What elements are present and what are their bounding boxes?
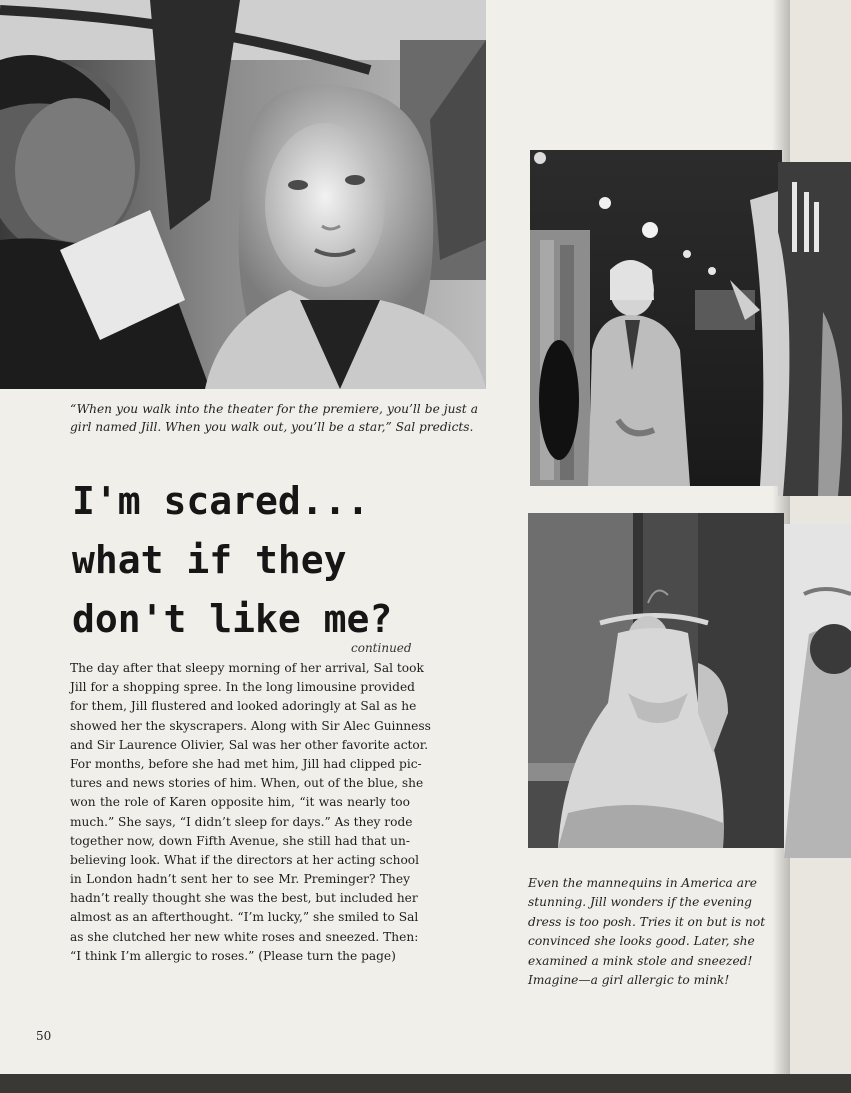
photo-limousine: [0, 0, 486, 389]
photo-caption-top: “When you walk into the theater for the premiere, you’ll be just a girl named Jill. When you walk out, you’ll be a star,” Sal predicts.: [70, 402, 478, 434]
caption-line: Imagine—a girl allergic to mink!: [528, 973, 730, 988]
caption-line: examined a mink stole and sneezed!: [528, 953, 753, 968]
adjacent-photo-top: [778, 162, 851, 496]
caption-line: convinced she looks good. Later, she: [528, 934, 755, 949]
caption-line: stunning. Jill wonders if the evening: [528, 895, 752, 910]
body-line: showed her the skyscrapers. Along with Sir Alec Guinness: [70, 718, 431, 733]
caption-line: dress is too posh. Tries it on but is not: [528, 914, 766, 929]
body-line: tures and news stories of him. When, out of the blue, she: [70, 776, 424, 791]
body-line: for them, Jill flustered and looked adoringly at Sal as he: [70, 699, 417, 714]
body-line: in London hadn’t sent her to see Mr. Preminger? They: [70, 872, 410, 887]
photo-caption-right: [528, 874, 766, 990]
headline-line-2: what if they: [72, 538, 347, 582]
headline-line-1: I'm scared...: [72, 479, 370, 523]
body-line: hadn’t really thought she was the best, but included her: [70, 891, 418, 906]
headline: [72, 472, 412, 649]
adjacent-photo-bottom: [784, 524, 851, 858]
page-number: 50: [36, 1029, 52, 1043]
body-line: “I think I’m allergic to roses.” (Please turn the page): [70, 948, 396, 963]
continued-label: continued: [351, 641, 412, 655]
body-line: almost as an afterthought. “I’m lucky,” she smiled to Sal: [70, 910, 419, 925]
body-line: won the role of Karen opposite him, “it was nearly too: [70, 795, 410, 810]
body-line: together now, down Fifth Avenue, she still had that un-: [70, 833, 410, 848]
body-line: as she clutched her new white roses and sneezed. Then:: [70, 929, 419, 944]
photo-dress: [528, 513, 784, 848]
headline-line-3: don't like me?: [72, 597, 393, 641]
body-line: believing look. What if the directors at her acting school: [70, 852, 420, 867]
body-line: and Sir Laurence Olivier, Sal was her other favorite actor.: [70, 737, 429, 752]
photo-store: [530, 150, 782, 486]
body-line: For months, before she had met him, Jill had clipped pic-: [70, 756, 422, 771]
article-body: [70, 659, 431, 966]
body-line: Jill for a shopping spree. In the long limousine provided: [70, 680, 415, 695]
scan-bottom-edge: [0, 1074, 851, 1093]
caption-line: Even the mannequins in America are: [528, 876, 757, 890]
body-line: much.” She says, “I didn’t sleep for days.” As they rode: [70, 814, 413, 829]
body-line: The day after that sleepy morning of her arrival, Sal took: [70, 661, 424, 675]
